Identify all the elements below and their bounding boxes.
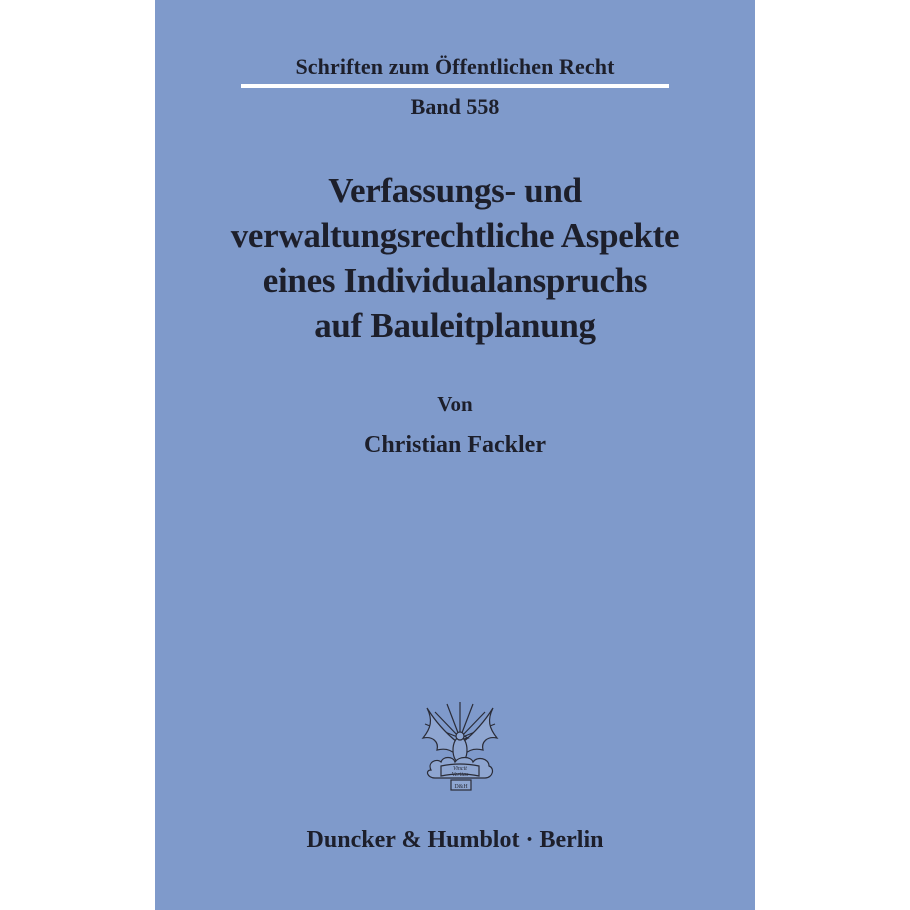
eagle-seal-icon: [417, 698, 503, 794]
series-name: Schriften zum Öffentlichen Recht: [295, 54, 615, 79]
publisher-line: Duncker & Humblot · Berlin: [306, 827, 604, 853]
series-volume: Band 558: [410, 94, 500, 119]
logo-motto-1: Vincit: [453, 766, 467, 772]
logo-initials: D&H: [454, 784, 468, 790]
title-line: verwaltungsrechtliche Aspekte: [230, 216, 680, 255]
title-line: auf Bauleitplanung: [314, 306, 596, 345]
logo-motto-2: Veritas: [451, 772, 469, 778]
book-title: [155, 168, 755, 348]
book-cover: [155, 0, 755, 910]
series-divider: [241, 84, 669, 88]
byline-von: Von: [437, 392, 473, 416]
author-name: Christian Fackler: [364, 432, 546, 458]
title-line: eines Individualanspruchs: [262, 261, 648, 300]
title-line: Verfassungs- und: [328, 171, 582, 210]
